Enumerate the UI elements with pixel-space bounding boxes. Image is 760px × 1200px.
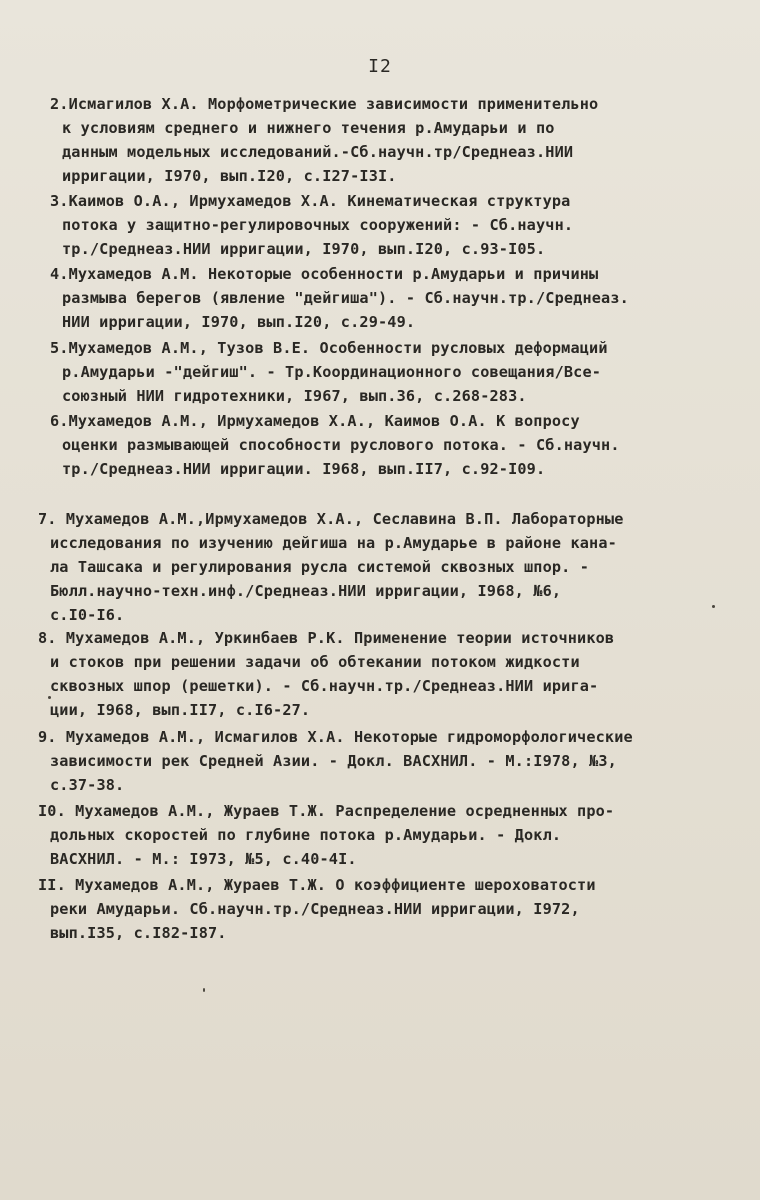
reference-line: сквозных шпор (решетки). - Сб.научн.тр./Среднеаз.НИИ ирига- xyxy=(50,677,599,695)
paper-speck xyxy=(712,605,715,608)
reference-line: ции, I968, вып.II7, с.I6-27. xyxy=(50,701,311,719)
reference-line: с.37-38. xyxy=(50,776,125,794)
reference-line: тр./Среднеаз.НИИ ирригации, I970, вып.I20, с.93-I05. xyxy=(62,240,546,258)
reference-line: 7. Мухамедов А.М.,Ирмухамедов Х.А., Сеславина В.П. Лабораторные xyxy=(38,510,624,528)
reference-entry xyxy=(50,262,629,334)
reference-line: данным модельных исследований.-Сб.научн.тр/Среднеаз.НИИ xyxy=(62,143,574,161)
reference-line: 4.Мухамедов А.М. Некоторые особенности р.Амударьи и причины xyxy=(50,265,599,283)
reference-entry xyxy=(50,92,599,188)
reference-line: I0. Мухамедов А.М., Жураев Т.Ж. Распределение осредненных про- xyxy=(38,802,615,820)
reference-line: Бюлл.научно-техн.инф./Среднеаз.НИИ ирригации, I968, №6, xyxy=(50,582,562,600)
reference-line: 3.Каимов О.А., Ирмухамедов Х.А. Кинематическая структура xyxy=(50,192,571,210)
reference-entry xyxy=(38,799,615,871)
reference-entry xyxy=(38,873,596,945)
reference-line: НИИ ирригации, I970, вып.I20, с.29-49. xyxy=(62,313,416,331)
reference-line: реки Амударьи. Сб.научн.тр./Среднеаз.НИИ ирригации, I972, xyxy=(50,900,580,918)
reference-line: 8. Мухамедов А.М., Уркинбаев Р.К. Применение теории источников xyxy=(38,629,615,647)
reference-line: р.Амударьи -"дейгиш". - Тр.Координационного совещания/Все- xyxy=(62,363,602,381)
reference-line: потока у защитно-регулировочных сооружений: - Сб.научн. xyxy=(62,216,574,234)
reference-line: ВАСХНИЛ. - М.: I973, №5, с.40-4I. xyxy=(50,850,357,868)
reference-entry xyxy=(38,725,633,797)
reference-entry xyxy=(50,409,620,481)
reference-line: 6.Мухамедов А.М., Ирмухамедов Х.А., Каимов О.А. К вопросу xyxy=(50,412,580,430)
reference-line: ирригации, I970, вып.I20, с.I27-I3I. xyxy=(62,167,397,185)
reference-line: к условиям среднего и нижнего течения р.Амударьи и по xyxy=(62,119,555,137)
reference-line: вып.I35, с.I82-I87. xyxy=(50,924,227,942)
reference-line: 2.Исмагилов Х.А. Морфометрические зависимости применительно xyxy=(50,95,599,113)
reference-line: союзный НИИ гидротехники, I967, вып.36, с.268-283. xyxy=(62,387,527,405)
paper-speck xyxy=(203,988,205,992)
reference-line: II. Мухамедов А.М., Жураев Т.Ж. О коэффициенте шероховатости xyxy=(38,876,596,894)
paper-speck xyxy=(48,696,51,699)
reference-line: 9. Мухамедов А.М., Исмагилов Х.А. Некоторые гидроморфологические xyxy=(38,728,633,746)
reference-line: оценки размывающей способности руслового потока. - Сб.научн. xyxy=(62,436,620,454)
reference-line: и стоков при решении задачи об обтекании потоком жидкости xyxy=(50,653,580,671)
reference-line: тр./Среднеаз.НИИ ирригации. I968, вып.II7, с.92-I09. xyxy=(62,460,546,478)
reference-line: с.I0-I6. xyxy=(50,606,125,624)
page-number: I2 xyxy=(368,56,392,77)
reference-line: размыва берегов (явление "дейгиша"). - Сб.научн.тр./Среднеаз. xyxy=(62,289,629,307)
reference-line: 5.Мухамедов А.М., Тузов В.Е. Особенности русловых деформаций xyxy=(50,339,608,357)
reference-entry xyxy=(50,336,608,408)
reference-line: исследования по изучению дейгиша на р.Амударье в районе кана- xyxy=(50,534,617,552)
reference-entry xyxy=(38,626,615,722)
reference-line: ла Ташсака и регулирования русла системой сквозных шпор. - xyxy=(50,558,590,576)
reference-line: зависимости рек Средней Азии. - Докл. ВАСХНИЛ. - М.:I978, №3, xyxy=(50,752,617,770)
reference-line: дольных скоростей по глубине потока р.Амударьи. - Докл. xyxy=(50,826,562,844)
reference-entry xyxy=(38,507,624,627)
reference-entry xyxy=(50,189,574,261)
